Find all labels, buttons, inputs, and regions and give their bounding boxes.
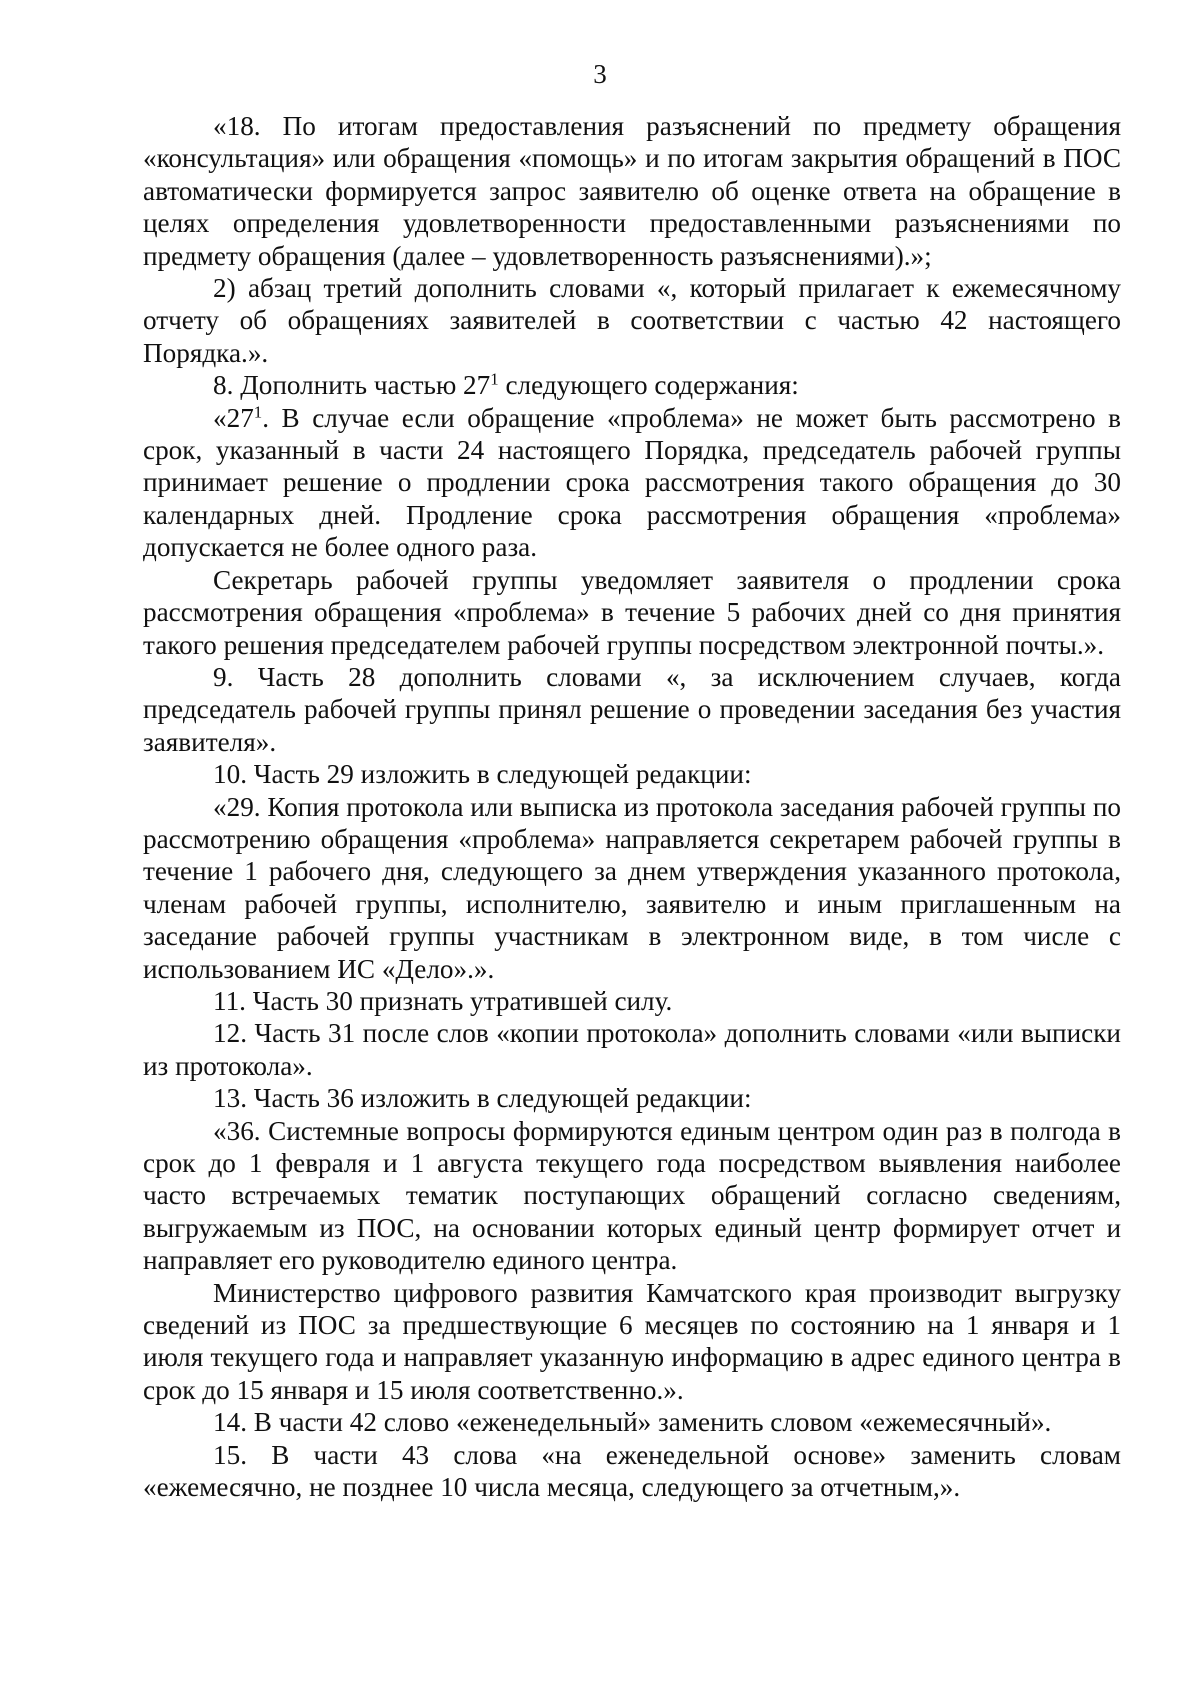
superscript: 1 — [253, 402, 263, 422]
paragraph-item-9: 9. Часть 28 дополнить словами «, за исключением случаев, когда председатель рабочей группы принял решение о проведении заседания без участия заявителя». — [143, 661, 1121, 757]
superscript: 1 — [490, 369, 499, 389]
paragraph-amend-abzac: 2) абзац третий дополнить словами «, который прилагает к ежемесячному отчету об обращениях заявителей в соответствии с частью 42 настоящего Порядка.». — [143, 273, 1121, 368]
paragraph-item-8-tail: следующего содержания: — [498, 370, 799, 401]
paragraph-item-11: 11. Часть 30 признать утратившей силу. — [213, 985, 673, 1016]
paragraph-item-27-1 — [143, 402, 1121, 564]
document-body — [143, 110, 1121, 1503]
page-number: 3 — [593, 59, 607, 89]
paragraph-ministry: Министерство цифрового развития Камчатского края производит выгрузку сведений из ПОС за предшествующие 6 месяцев по состоянию на 1 января и 1 июля текущего года и направляет указанную информацию в адрес единого центра в срок до 15 января и 15 июля соответственно.». — [143, 1277, 1121, 1405]
paragraph-item-36: «36. Системные вопросы формируются единым центром один раз в полгода в срок до 1 февраля и 1 августа текущего года посредством выявления наиболее часто встречаемых тематик поступающих обращений согласно сведениям, выгружаемым из ПОС, на основании которых единый центр формирует отчет и направляет его руководителю единого центра. — [143, 1115, 1121, 1276]
paragraph-item-12: 12. Часть 31 после слов «копии протокола» дополнить словами «или выписки из протокола». — [143, 1018, 1121, 1081]
paragraph-secretary: Секретарь рабочей группы уведомляет заявителя о продлении срока рассмотрения обращения «проблема» в течение 5 рабочих дней со дня принятия такого решения председателем рабочей группы посредством электронной почты.». — [143, 564, 1121, 660]
paragraph-item-8 — [143, 369, 1121, 401]
paragraph-item-15: 15. В части 43 слова «на еженедельной основе» заменить словам «ежемесячно, не позднее 10 числа месяца, следующего за отчетным,». — [143, 1439, 1121, 1503]
paragraph-item-10: 10. Часть 29 изложить в следующей редакции: — [213, 759, 752, 790]
paragraph-item-29: «29. Копия протокола или выписка из протокола заседания рабочей группы по рассмотрению обращения «проблема» направляется секретарем рабочей группы в течение 1 рабочего дня, следующего за днем утверждения указанного протокола, членам рабочей группы, исполнителю, заявителю и иным приглашенным на заседание рабочей группы участникам в электронном виде, в том числе с использованием ИС «Дело».». — [143, 791, 1121, 984]
paragraph-item-27-1-head: «27 — [213, 402, 254, 433]
paragraph-item-13: 13. Часть 36 изложить в следующей редакции: — [213, 1083, 752, 1114]
paragraph-item-18: «18. По итогам предоставления разъяснений по предмету обращения «консультация» или обращения «помощь» и по итогам закрытия обращений в ПОС автоматически формируется запрос заявителю об оценке ответа на обращение в целях определения удовлетворенности предоставленными разъяснениями по предмету обращения (далее – удовлетворенность разъяснениями).»; — [143, 111, 1121, 271]
paragraph-item-8-text: 8. Дополнить частью 27 — [213, 370, 491, 401]
paragraph-item-14: 14. В части 42 слово «еженедельный» заменить словом «ежемесячный». — [213, 1407, 1052, 1438]
paragraph-item-27-1-text: . В случае если обращение «проблема» не может быть рассмотрено в срок, указанный в части 24 настоящего Порядка, председатель рабочей группы принимает решение о продлении срока рассмотрения такого обращения до 30 календарных дней. Продление срока рассмотрения обращения «проблема» допускается не более одного раза. — [143, 402, 1121, 563]
